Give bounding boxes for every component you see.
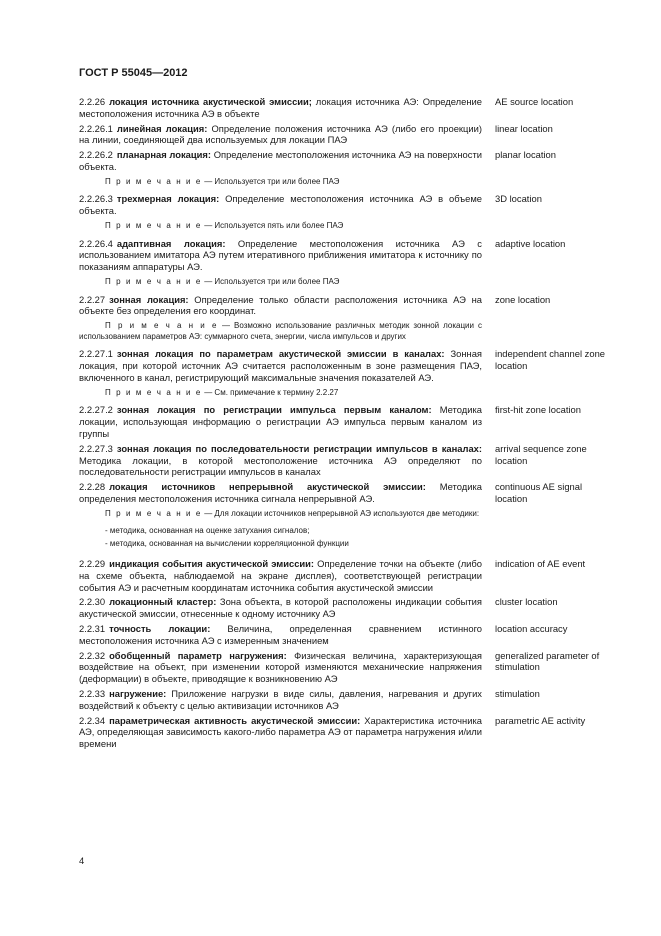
term-definition: Методика локации, в которой местоположение источника АЭ определяют по последовательности регистрации импульсов в каналах	[79, 454, 482, 478]
term-number: 2.2.26	[79, 96, 106, 107]
note-text: — Используется три или более ПАЭ	[201, 276, 340, 286]
term-entry-2-2-27	[79, 294, 605, 318]
term-entry-2-2-26	[79, 96, 605, 120]
english-equivalent: planar location	[495, 149, 556, 161]
term-number: 2.2.26.1	[79, 122, 113, 134]
english-equivalent: generalized parameter of stimulation	[495, 649, 600, 673]
term-definition: локация источника АЭ: Определение местоположения источника АЭ в объекте	[79, 96, 482, 119]
term-definition: Методика локации, использующая информацию о регистрации АЭ импульса первым каналом из группы	[79, 404, 482, 439]
term-title: обобщенный параметр нагружения:	[109, 649, 287, 661]
english-equivalent: linear location	[495, 122, 553, 134]
term-definition: Определение местоположения источника АЭ на поверхности объекта.	[79, 149, 482, 172]
english-equivalent: independent channel zone location	[495, 348, 605, 372]
term-entry-2-2-27-1	[79, 348, 605, 383]
term-title: планарная локация:	[116, 149, 211, 161]
term-title: локация источников непрерывной акустической эмиссии:	[109, 481, 426, 493]
term-entry-2-2-31	[79, 623, 605, 647]
note	[79, 509, 482, 520]
english-equivalent: continuous AE signal location	[495, 481, 583, 504]
term-entry-2-2-26-4	[79, 238, 605, 273]
english-equivalent: zone location	[495, 293, 551, 305]
term-definition: Определение положения источника АЭ (либо его проекции) на линии, соединяющей два используемых для локации ПАЭ	[79, 122, 482, 146]
term-number: 2.2.26.2	[79, 149, 113, 161]
term-title: трехмерная локация:	[116, 193, 220, 205]
term-entry-2-2-32	[79, 650, 605, 685]
term-entry-2-2-27-3	[79, 443, 605, 478]
note-list-item: - методика, основанная на оценке затухания сигналов;	[105, 526, 310, 536]
english-equivalent: location accuracy	[495, 623, 568, 635]
note-text: — Используется три или более ПАЭ	[201, 176, 340, 186]
note	[79, 221, 482, 232]
term-number: 2.2.27.3	[79, 442, 113, 454]
page-number: 4	[79, 855, 85, 866]
terms-list	[79, 96, 605, 753]
note	[79, 388, 482, 399]
term-title: локационный кластер:	[109, 596, 217, 608]
note-list-item: - методика, основанная на вычислении корреляционной функции	[105, 538, 349, 548]
term-title: линейная локация:	[116, 122, 208, 134]
term-entry-2-2-26-2	[79, 149, 605, 173]
term-number: 2.2.30	[79, 596, 106, 608]
term-number: 2.2.26.4	[79, 237, 113, 249]
term-number: 2.2.34	[79, 714, 106, 726]
english-equivalent: AE source location	[495, 96, 574, 107]
note-text: — См. примечание к термину 2.2.27	[201, 387, 339, 397]
term-definition: Величина, определенная сравнением истинного местоположения источника АЭ с измеренным значением	[79, 623, 482, 646]
document-header: ГОСТ Р 55045—2012	[79, 67, 188, 79]
note-text: — Используется пять или более ПАЭ	[201, 220, 344, 230]
english-equivalent: cluster location	[495, 596, 558, 608]
term-title: зонная локация:	[109, 293, 189, 305]
term-definition: Определение местоположения источника АЭ с использованием имитатора АЭ путем итеративного приближения имитатора к источнику по показаниям аппаратуры АЭ.	[79, 237, 482, 273]
english-equivalent: first-hit zone location	[495, 404, 581, 416]
note-text: — Возможно использование различных методик зонной локации с использованием параметров АЭ: суммарного счета, энергии, числа импульсов и других	[79, 321, 483, 341]
english-equivalent: 3D location	[495, 193, 542, 205]
note-label: П р и м е ч а н и е	[105, 321, 218, 331]
term-title: параметрическая активность акустической эмиссии:	[109, 714, 361, 726]
term-definition: Определение только области расположения источника АЭ на объекте без определения его координат.	[79, 293, 482, 317]
note-label: П р и м е ч а н и е	[105, 220, 202, 230]
note	[79, 177, 482, 188]
english-equivalent: indication of AE event	[495, 558, 586, 570]
term-definition: Зонная локация, при которой источник АЭ считается расположенным в зоне размещения ПАЭ, включенного в канал, регистрирующий максимальные значения показателей АЭ.	[79, 348, 482, 383]
term-number: 2.2.27.2	[79, 404, 113, 416]
note-label: П р и м е ч а н и е	[105, 508, 202, 518]
term-definition: Методика определения местоположения источника сигнала непрерывной АЭ.	[79, 481, 482, 504]
term-number: 2.2.29	[79, 558, 106, 570]
term-entry-2-2-27-2	[79, 404, 605, 439]
term-title: нагружение:	[109, 688, 167, 700]
term-title: зонная локация по регистрации импульса первым каналом:	[116, 404, 432, 416]
note	[79, 277, 482, 288]
term-definition: Определение местоположения источника АЭ в объеме объекта.	[79, 193, 482, 217]
term-definition: Характеристика источника АЭ, определяющая зависимость какого-либо параметра АЭ от параметра нагружения и/или времени	[79, 714, 482, 750]
english-equivalent: arrival sequence zone location	[495, 442, 587, 466]
term-number: 2.2.31	[79, 623, 106, 635]
term-title: точность локации:	[109, 623, 211, 635]
term-entry-2-2-30	[79, 596, 605, 620]
note-text: — Для локации источников непрерывной АЭ используются две методики:	[201, 508, 480, 518]
term-entry-2-2-28	[79, 481, 605, 505]
term-number: 2.2.28	[79, 481, 106, 493]
term-number: 2.2.32	[79, 649, 106, 661]
english-equivalent: adaptive location	[495, 237, 566, 249]
note	[79, 321, 482, 342]
term-title: локация источника акустической эмиссии;	[109, 96, 312, 107]
term-number: 2.2.33	[79, 688, 106, 700]
note-label: П р и м е ч а н и е	[105, 176, 202, 186]
term-number: 2.2.26.3	[79, 193, 113, 205]
term-title: зонная локация по последовательности регистрации импульсов в каналах:	[116, 442, 482, 454]
note-label: П р и м е ч а н и е	[105, 276, 202, 286]
term-title: адаптивная локация:	[116, 237, 226, 249]
term-definition: Физическая величина, характеризующая воздействие на объект, при изменении которой изменяются механические напряжения (деформации) в объекте, приводящие к возникновению АЭ	[79, 649, 483, 685]
term-entry-2-2-26-1	[79, 123, 605, 147]
term-definition: Зона объекта, в которой расположены индикации события акустической эмиссии, отнесенные к одному источнику АЭ	[79, 596, 482, 620]
term-entry-2-2-29	[79, 558, 605, 593]
term-entry-2-2-26-3	[79, 193, 605, 217]
term-number: 2.2.27	[79, 293, 106, 305]
note-label: П р и м е ч а н и е	[105, 387, 202, 397]
term-number: 2.2.27.1	[79, 348, 113, 360]
english-equivalent: parametric AE activity	[495, 714, 586, 726]
english-equivalent: stimulation	[495, 688, 540, 700]
term-title: индикация события акустической эмиссии:	[109, 558, 315, 570]
term-entry-2-2-34	[79, 715, 605, 750]
term-definition: Определение точки на объекте (либо на схеме объекта, наблюдаемой на экране дисплея), соответствующей регистрации события АЭ и расчетным координатам источника события акустической эмиссии	[79, 558, 482, 593]
term-definition: Приложение нагрузки в виде силы, давления, нагревания и других воздействий к объекту с целью активизации источников АЭ	[79, 688, 482, 711]
term-entry-2-2-33	[79, 688, 605, 712]
term-title: зонная локация по параметрам акустической эмиссии в каналах:	[116, 348, 445, 360]
